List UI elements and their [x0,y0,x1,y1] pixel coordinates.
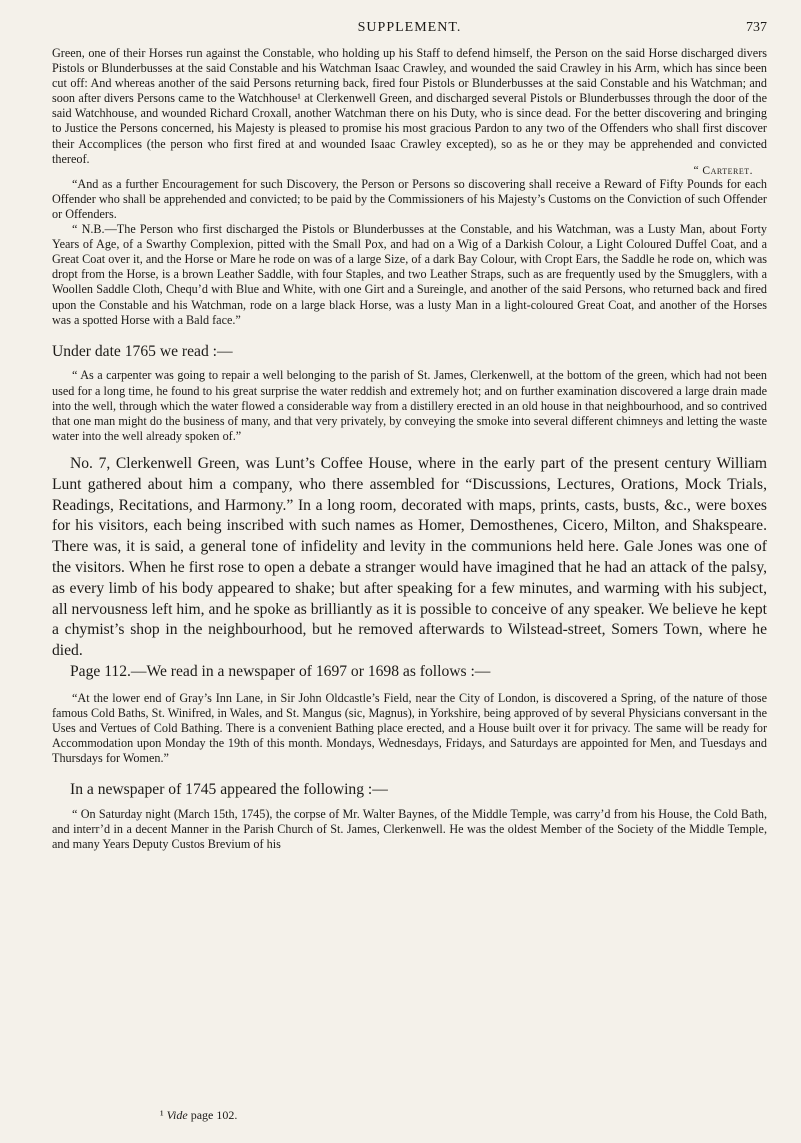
paragraph-proclamation: Green, one of their Horses run against the Constable, who holding up his Staff to defend himself, the Person on the said Horse discharged divers Pistols or Blunderbusses at the said Constable and his Watchman Isaac Crawley, and wounded the said Crawley in his Arm, which has since been cut off: And whereas another of the said Persons returning back, fired four Pistols or Blunderbusses at the said Constable and his Watchman; and soon after divers Persons came to the Watchhouse¹ at Clerkenwell Green, and discharged several Pistols or Blunderbusses through the door of the said Watchhouse, and wounded Richard Croxall, another Watchman there on his Duty, who is since dead. For the better discovering and bringing to Justice the Persons concerned, his Majesty is pleased to promise his most gracious Pardon to any two of the Offenders who shall first discover their Accomplices (the person who first fired at and wounded Isaac Crawley excepted), so as he or they may be apprehended and convicted thereof. [52,46,767,166]
paragraph-page-112: Page 112.—We read in a newspaper of 1697 or 1698 as follows :— [70,662,491,680]
footnote [160,1108,237,1123]
paragraph-lunts-coffee-house: No. 7, Clerkenwell Green, was Lunt’s Coffee House, where in the early part of the present century William Lunt gathered about him a company, who there assembled for “Discussions, Lectures, Orations, Mock Trials, Readings, Recitations, and Harmony.” In a long room, decorated with maps, prints, casts, busts, &c., were boxes for his visitors, each being inscribed with such names as Homer, Demosthenes, Cicero, Milton, and Shakspeare. There was, it is said, a general tone of infidelity and levity in the communions held here. Gale Jones was one of the visitors. When he first rose to open a debate a stranger would have imagined that he had an attack of the palsy, as every limb of his body appeared to shake; but after speaking for a few minutes, and warming with his subject, all nervousness left him, and he spoke as brilliantly as it is possible to conceive of any speaker. We believe he kept a chymist’s shop in the neighbourhood, but he removed afterwards to Wilstead-street, Somers Town, where he died. [52,454,767,660]
running-title: SUPPLEMENT. [357,20,462,35]
running-header [52,20,767,46]
page-number: 737 [746,20,767,35]
paragraph-nb: “ N.B.—The Person who first discharged the Pistols or Blunderbusses at the Constable, and his Watchman, was a Lusty Man, about Forty Years of Age, of a Swarthy Complexion, pitted with the Small Pox, and had on a Wig of a Darkish Colour, a Light Coloured Duffel Coat, and a Great Coat over it, and the Horse or Mare he rode on was of a large Size, of a dark Bay Colour, with Cropt Ears, the Saddle he rode on, which was dropt from the Horse, is a brown Leather Saddle, with four Staples, and two Leather Straps, such as are frequently used by the Smugglers, with a Woollen Saddle Cloth, Chequ’d with Blue and White, with one Girt and a Sureingle, and another of the said Persons, who returned back and fired upon the Constable and his Watchman, rode on a large black Horse, was a lusty Man in a light-coloured Great Coat, and another of the Horses was a spotted Horse with a Bald face.” [52,222,767,327]
paragraph-cold-bath: “At the lower end of Gray’s Inn Lane, in Sir John Oldcastle’s Field, near the City of London, is discovered a Spring, of the nature of those famous Cold Baths, St. Winifred, in Wales, and St. Mangus (sic, Magnus), in Yorkshire, being approved of by several Physicians conversant in the Uses and Vertues of Cold Bathing. There is a convenient Bathing place erected, and a House built over it for privacy. The same will be ready for Accommodation upon Monday the 19th of this month. Mondays, Wednesdays, Fridays, and Saturdays are appointed for Men, and Tuesdays and Thursdays for Women.” [52,690,767,766]
paragraph-well: “ As a carpenter was going to repair a well belonging to the parish of St. James, Clerkenwell, at the bottom of the green, which had not been used for a long time, he found to his great surprise the water reddish and extremely hot; and on further examination discovered a large drain made into the well, through which the water flowed a considerable way from a distillery erected in an old house in that neighbourhood, and so contrived that one man might do the business of many, and that very privately, by conveying the smoke into several different chimneys and letting the waste water into the well already spoken of.” [52,368,767,443]
footnote-vide: Vide [166,1108,188,1122]
heading-1745: In a newspaper of 1745 appeared the following :— [70,781,388,799]
footnote-text: page 102. [190,1108,238,1122]
signature-carteret: “ Carteret. [693,164,753,177]
heading-1765: Under date 1765 we read :— [52,342,233,360]
paragraph-reward: “And as a further Encouragement for such Discovery, the Person or Persons so discovering shall receive a Reward of Fifty Pounds for each Offender who shall be apprehended and convicted; to be paid by the Commissioners of his Majesty’s Customs on the Conviction of such Offender or Offenders. [52,176,767,221]
footnote-marker: ¹ [160,1108,164,1122]
paragraph-baynes: “ On Saturday night (March 15th, 1745), the corpse of Mr. Walter Baynes, of the Middle Temple, was carry’d from his House, the Cold Bath, and interr’d in a decent Manner in the Parish Church of St. James, Clerkenwell. He was the oldest Member of the Society of the Middle Temple, and many Years Deputy Custos Brevium of his [52,806,767,852]
